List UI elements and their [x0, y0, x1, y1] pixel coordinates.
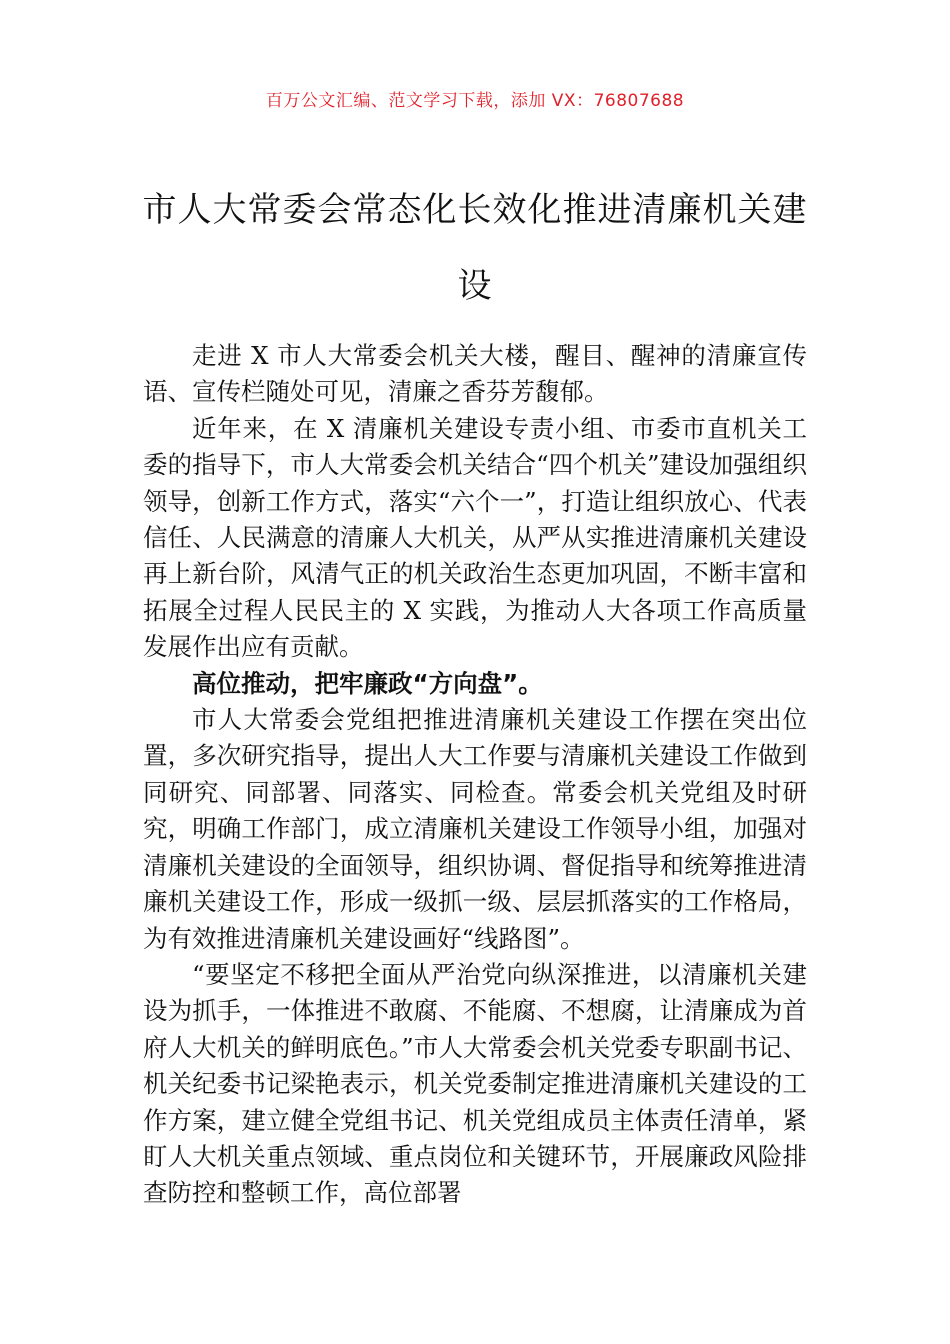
section-heading: 高位推动，把牢廉政“方向盘”。	[192, 668, 543, 698]
paragraph-leadership: 市人大常委会党组把推进清廉机关建设工作摆在突出位置，多次研究指导，提出人大工作要与清廉机关建设工作做到同研究、同部署、同落实、同检查。常委会机关党组及时研究，明确工作部门，成立清廉机关建设工作领导小组，加强对清廉机关建设的全面领导，组织协调、督促指导和统筹推进清廉机关建设工作，形成一级抓一级、层层抓落实的工作格局，为有效推进清廉机关建设画好“线路图”。	[143, 705, 807, 953]
paragraph-overview: 近年来，在 X 清廉机关建设专责小组、市委市直机关工委的指导下，市人大常委会机关结合“四个机关”建设加强组织领导，创新工作方式，落实“六个一”，打造让组织放心、代表信任、人民满意的清廉人大机关，从严从实推进清廉机关建设再上新台阶，风清气正的机关政治生态更加巩固，不断丰富和拓展全过程人民民主的 X 实践，为推动人大各项工作高质量发展作出应有贡献。	[143, 413, 807, 662]
article-body	[143, 338, 807, 1212]
paragraph-quote: “要坚定不移把全面从严治党向纵深推进，以清廉机关建设为抓手，一体推进不敢腐、不能腐、不想腐，让清廉成为首府人大机关的鲜明底色。”市人大常委会机关党委专职副书记、机关纪委书记梁艳表示，机关党委制定推进清廉机关建设的工作方案，建立健全党组书记、机关党组成员主体责任清单，紧盯人大机关重点领域、重点岗位和关键环节，开展廉政风险排查防控和整顿工作，高位部署	[143, 959, 807, 1208]
watermark-banner: 百万公文汇编、范文学习下载，添加 VX：76807688	[265, 91, 685, 111]
page-title: 市人大常委会常态化长效化推进清廉机关建设	[142, 190, 808, 306]
paragraph-intro: 走进 X 市人大常委会机关大楼，醒目、醒神的清廉宣传语、宣传栏随处可见，清廉之香芬芳馥郁。	[143, 341, 807, 407]
